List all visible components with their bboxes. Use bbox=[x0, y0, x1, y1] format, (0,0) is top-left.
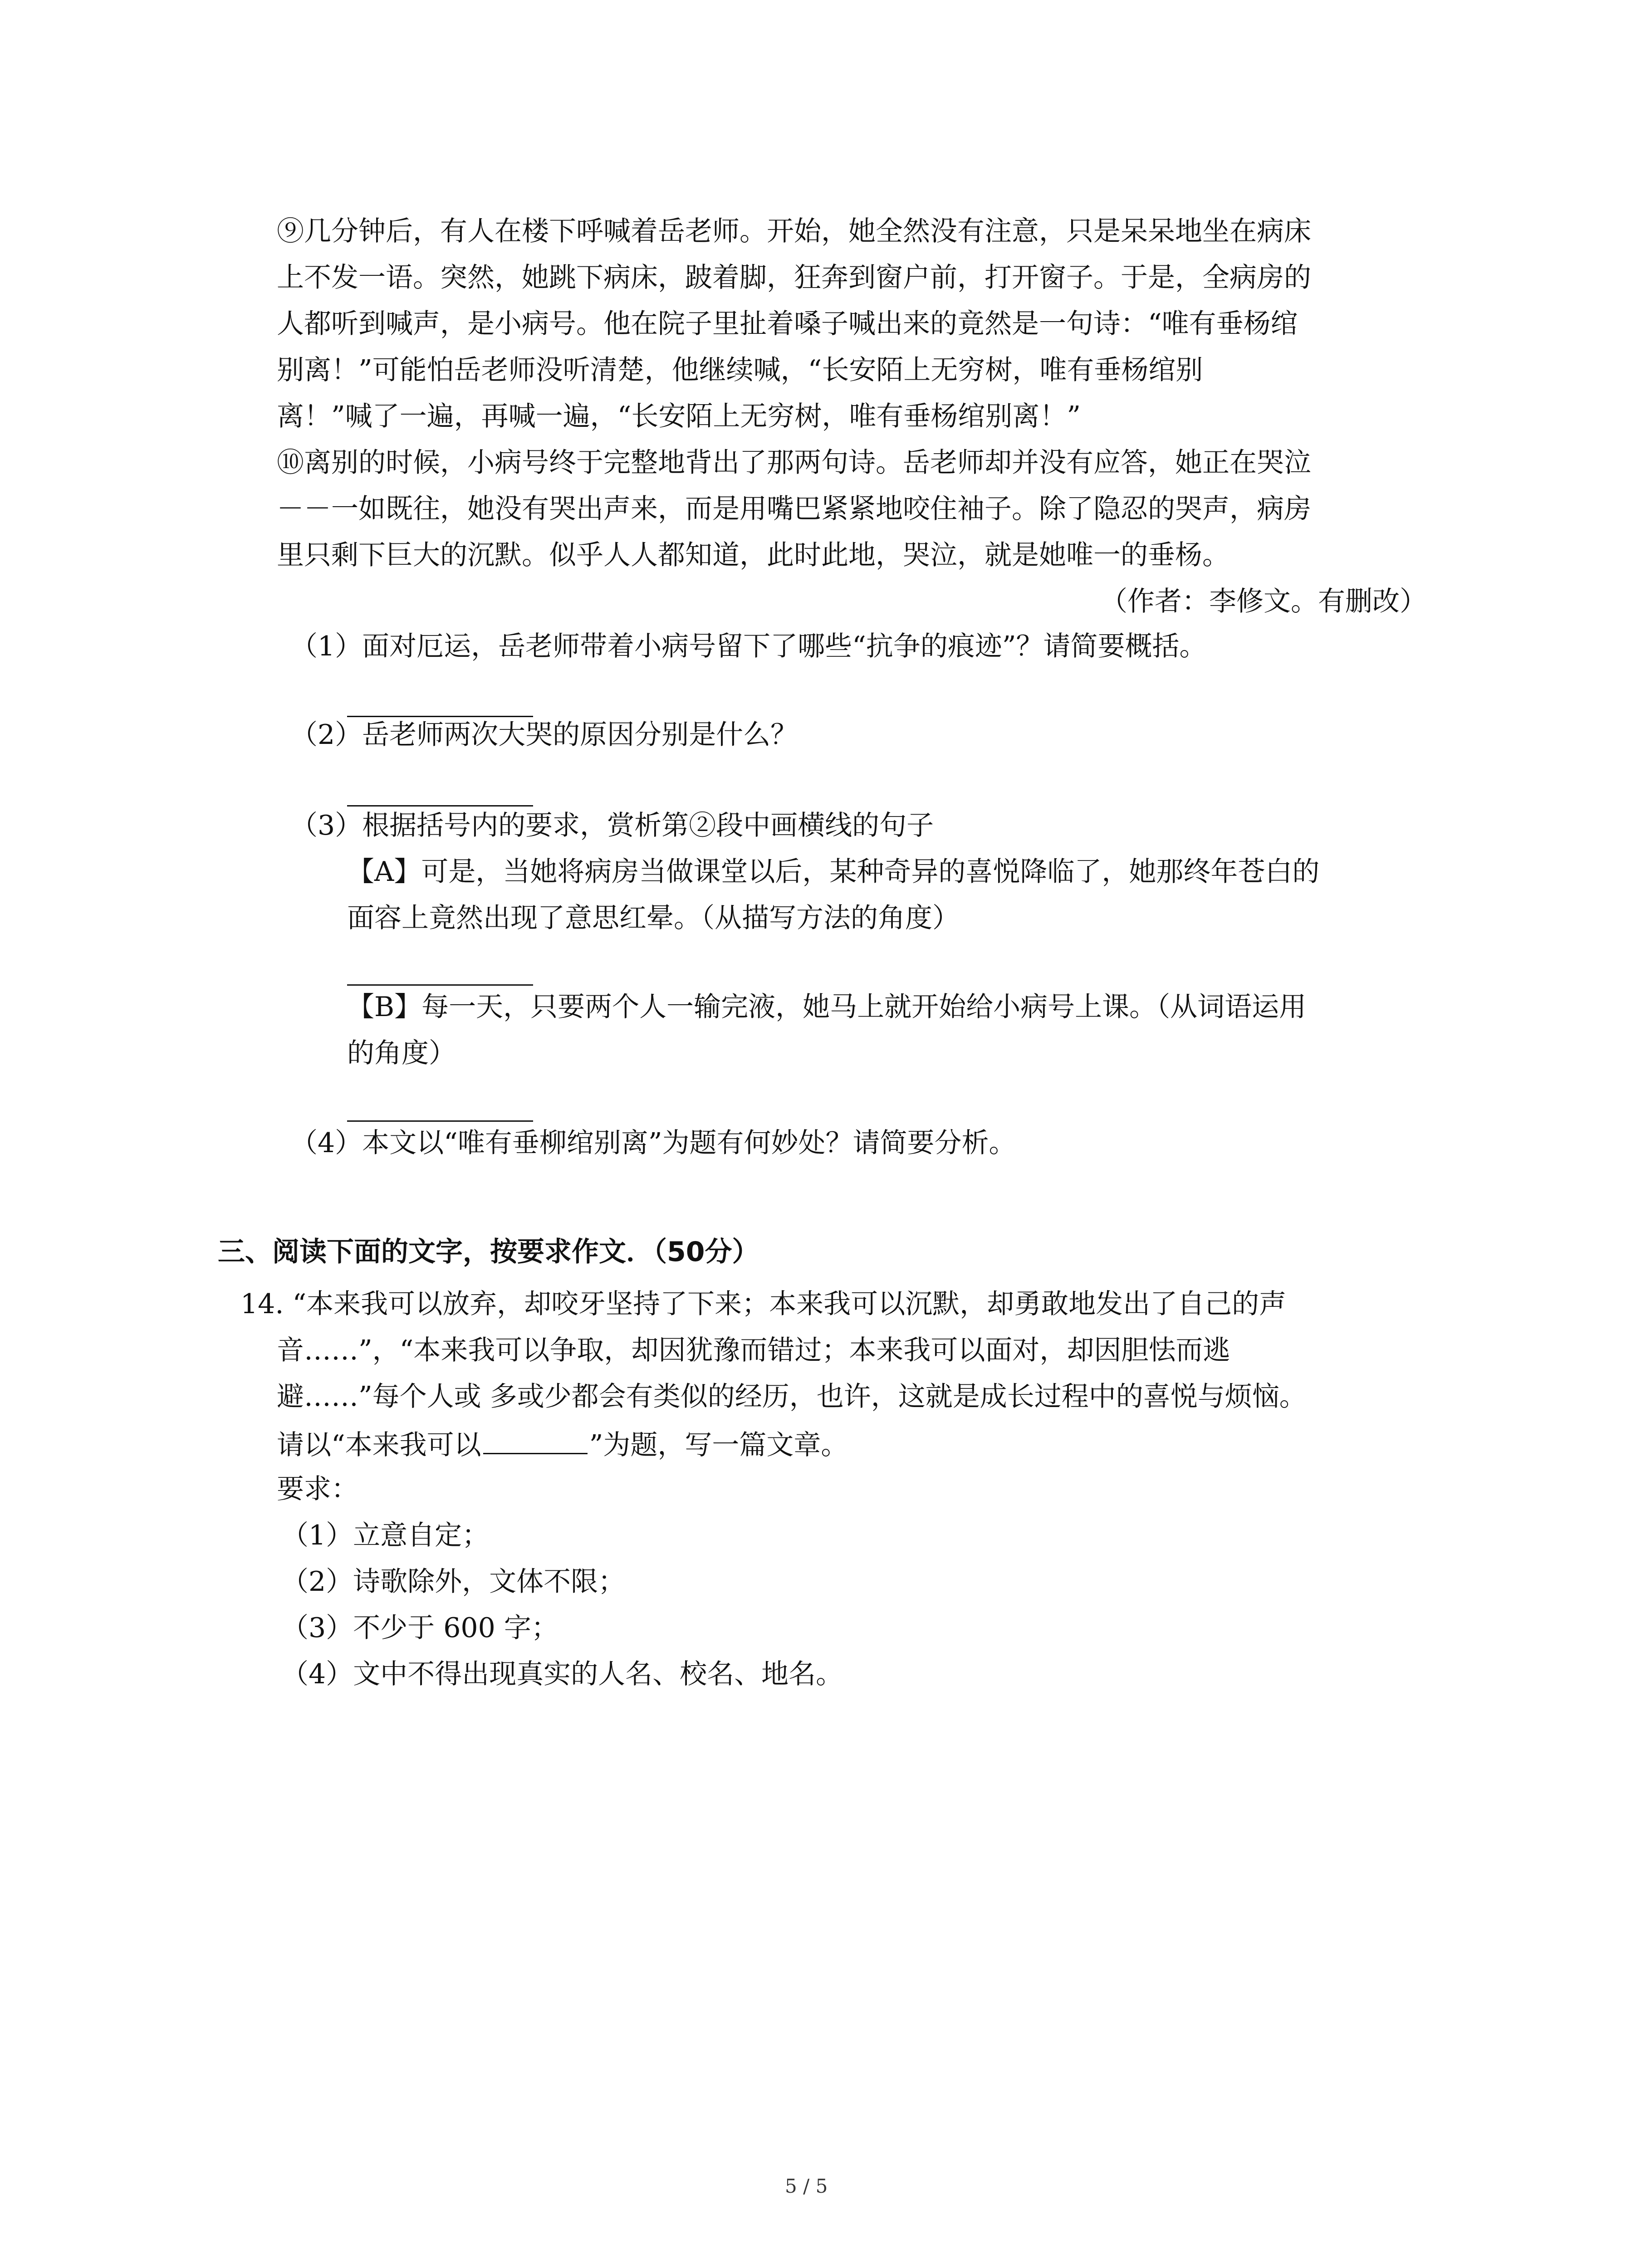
question-14-line: 14. “本来我可以放弃，却咬牙坚持了下来；本来我可以沉默，却勇敢地发出了自己的声 bbox=[240, 1288, 1287, 1320]
passage-line: ⑩离别的时候，小病号终于完整地背出了那两句诗。岳老师却并没有应答，她正在哭泣 bbox=[277, 447, 1311, 479]
question-3b-tag: 【B】 bbox=[347, 991, 422, 1023]
requirement-item: （4）文中不得出现真实的人名、校名、地名。 bbox=[281, 1658, 843, 1690]
question-14-line: 音……”，“本来我可以争取，却因犹豫而错过；本来我可以面对，却因胆怯而逃 bbox=[277, 1334, 1230, 1366]
question-3a-tag: 【A】 bbox=[347, 856, 421, 888]
answer-line-3b[interactable] bbox=[347, 1120, 533, 1122]
question-3a bbox=[347, 856, 1320, 888]
passage-line: －－一如既往，她没有哭出声来，而是用嘴巴紧紧地咬住袖子。除了隐忍的哭声，病房 bbox=[277, 493, 1311, 525]
requirement-item: （2）诗歌除外，文体不限； bbox=[281, 1566, 626, 1598]
question-4: （4）本文以“唯有垂柳绾别离”为题有何妙处？请简要分析。 bbox=[290, 1127, 1016, 1159]
question-1: （1）面对厄运，岳老师带着小病号留下了哪些“抗争的痕迹”？请简要概括。 bbox=[290, 631, 1207, 662]
question-3: （3）根据括号内的要求，赏析第②段中画横线的句子 bbox=[290, 810, 934, 841]
question-3b-text: 每一天，只要两个人一输完液，她马上就开始给小病号上课。（从词语运用 bbox=[421, 991, 1307, 1023]
requirement-item: （3）不少于 600 字； bbox=[281, 1612, 558, 1644]
requirements-label: 要求： bbox=[277, 1473, 358, 1505]
essay-prompt-before: 请以“本来我可以 bbox=[277, 1429, 481, 1461]
answer-line-2[interactable] bbox=[347, 805, 533, 807]
essay-title-prompt bbox=[277, 1429, 848, 1459]
question-3a-text: 可是，当她将病房当做课堂以后，某种奇异的喜悦降临了，她那终年苍白的 bbox=[421, 856, 1320, 888]
passage-line: ⑨几分钟后，有人在楼下呼喊着岳老师。开始，她全然没有注意，只是呆呆地坐在病床 bbox=[277, 215, 1311, 247]
passage-line: 上不发一语。突然，她跳下病床，跛着脚，狂奔到窗户前，打开窗子。于是，全病房的 bbox=[277, 262, 1311, 293]
passage-line: 里只剩下巨大的沉默。似乎人人都知道，此时此地，哭泣，就是她唯一的垂杨。 bbox=[277, 539, 1230, 571]
section-3-heading: 三、阅读下面的文字，按要求作文．（50分） bbox=[218, 1236, 759, 1268]
passage-line: 别离！”可能怕岳老师没听清楚，他继续喊，“长安陌上无穷树，唯有垂杨绾别 bbox=[277, 354, 1203, 386]
page-number: 5 / 5 bbox=[785, 2175, 828, 2197]
question-14-line: 避……”每个人或 多或少都会有类似的经历，也许，这就是成长过程中的喜悦与烦恼。 bbox=[277, 1381, 1307, 1413]
question-2: （2）岳老师两次大哭的原因分别是什么？ bbox=[290, 719, 798, 751]
essay-title-blank[interactable] bbox=[483, 1429, 588, 1454]
requirement-item: （1）立意自定； bbox=[281, 1520, 490, 1551]
question-3a-cont: 面容上竟然出现了意思红晕。（从描写方法的角度） bbox=[347, 902, 960, 934]
passage-line: 人都听到喊声，是小病号。他在院子里扯着嗓子喊出来的竟然是一句诗：“唯有垂杨绾 bbox=[277, 308, 1298, 340]
question-3b bbox=[347, 993, 1306, 1021]
passage-line: 离！”喊了一遍，再喊一遍，“长安陌上无穷树，唯有垂杨绾别离！” bbox=[277, 401, 1081, 432]
answer-line-3a[interactable] bbox=[347, 984, 533, 986]
essay-prompt-after: ”为题，写一篇文章。 bbox=[589, 1429, 848, 1461]
question-3b-cont: 的角度） bbox=[347, 1037, 456, 1069]
passage-source: （作者：李修文。有删改） bbox=[1100, 586, 1427, 617]
answer-line-1[interactable] bbox=[347, 716, 533, 717]
